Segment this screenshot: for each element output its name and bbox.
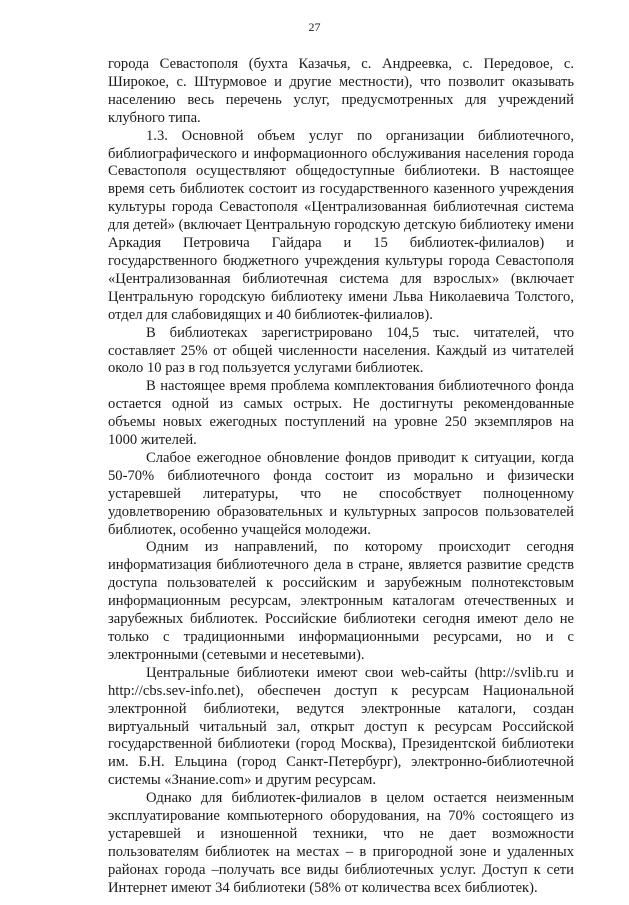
paragraph-websites: Центральные библиотеки имеют свои web-сайты (http://svlib.ru и http://cbs.sev-info.net), обеспечен доступ к ресурсам Национальной электронной библиотеки, ведутся электронные каталоги, создан виртуальный читальный зал, открыт доступ к ресурсам Российской государственной библиотеки (город Москва), Президентской библиотеки им. Б.Н. Ельцина (город Санкт-Петербург), электронно-библиотечной системы «Знание.com» и другим ресурсам. bbox=[108, 664, 574, 789]
paragraph-informatization: Одним из направлений, по которому происходит сегодня информатизация библиотечного дела в стране, является развитие средств доступа пользователей к российским и зарубежным полнотекстовым информационным ресурсам, электронным каталогам отечественных и зарубежных библиотек. Российские библиотеки сегодня имеют дело не только с традиционными информационными ресурсами, но и с электронными (сетевыми и несетевыми). bbox=[108, 539, 574, 663]
paragraph-library-services: 1.3. Основной объем услуг по организации библиотечного, библиографического и информационного обслуживания населения города Севастополя осуществляют общедоступные библиотеки. В настоящее время сеть библиотек состоит из государственного казенного учреждения культуры города Севастополя «Централизованная библиотечная система для детей» (включает Центральную городскую детскую библиотеку имени Аркадия Петровича Гайдара и 15 библиотек-филиалов) и государственного бюджетного учреждения культуры города Севастополя «Централизованная библиотечная система для взрослых» (включает Центральную городскую библиотеку имени Льва Николаевича Толстого, отдел для слабовидящих и 40 библиотек-филиалов). bbox=[108, 127, 574, 323]
paragraph-fund-renewal: Слабое ежегодное обновление фондов приводит к ситуации, когда 50-70% библиотечного фонда состоит из морально и физически устаревшей литературы, что не способствует полноценному удовлетворению образовательных и культурных запросов пользователей библиотек, особенно учащейся молодежи. bbox=[108, 449, 574, 538]
paragraph-continued: города Севастополя (бухта Казачья, с. Андреевка, с. Передовое, с. Широкое, с. Штурмовое и другие местности), что позволит оказывать населению весь перечень услуг, предусмотренных для учреждений клубного типа. bbox=[108, 56, 574, 126]
paragraph-readers: В библиотеках зарегистрировано 104,5 тыс. читателей, что составляет 25% от общей численности населения. Каждый из читателей около 10 раз в год пользуется услугами библиотек. bbox=[108, 324, 574, 377]
document-body bbox=[108, 56, 574, 898]
paragraph-equipment: Однако для библиотек-филиалов в целом остается неизменным эксплуатирование компьютерного оборудования, на 70% состоящего из устаревшей и изношенной техники, что не дает возможности пользователям библиотек на местах – в пригородной зоне и удаленных районах города –получать все виды библиотечных услуг. Доступ к сети Интернет имеют 34 библиотеки (58% от количества всех библиотек). bbox=[108, 790, 574, 896]
page-number: 27 bbox=[308, 20, 321, 34]
paragraph-acquisition: В настоящее время проблема комплектования библиотечного фонда остается одной из самых острых. Не достигнуты рекомендованные объемы новых ежегодных поступлений на уровне 250 экземпляров на 1000 жителей. bbox=[108, 378, 574, 449]
